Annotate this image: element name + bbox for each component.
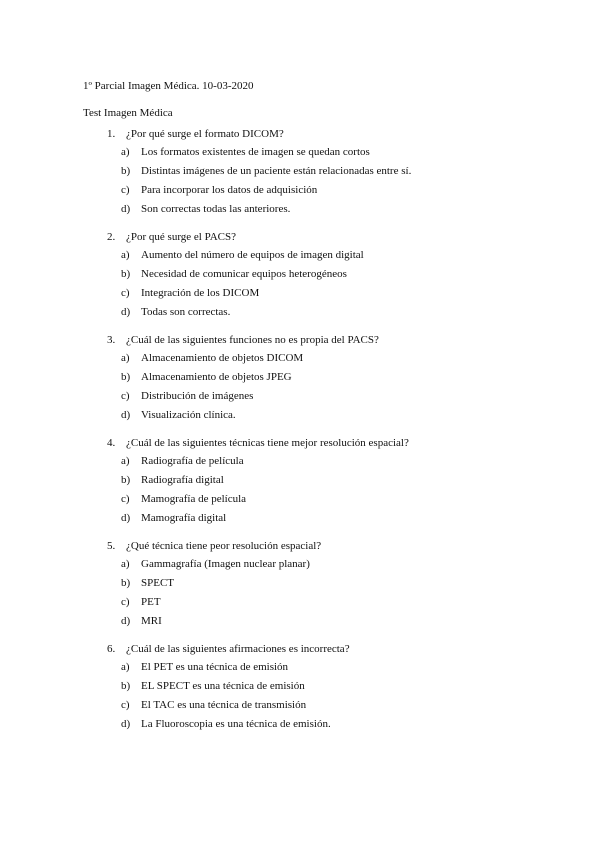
question-number: 3.: [107, 334, 116, 346]
answer-option: [0, 574, 600, 593]
option-text: Son correctas todas las anteriores.: [141, 203, 291, 215]
answer-option: [0, 303, 600, 322]
option-text: Necesidad de comunicar equipos heterogéneos: [141, 268, 347, 280]
answer-option: [0, 349, 600, 368]
answer-option: [0, 368, 600, 387]
option-letter: b): [121, 268, 131, 280]
option-text: Mamografía de película: [141, 493, 247, 505]
option-text: Para incorporar los datos de adquisición: [141, 184, 318, 196]
option-text: SPECT: [141, 577, 175, 589]
answer-option: [0, 555, 600, 574]
option-text: Almacenamiento de objetos JPEG: [141, 371, 292, 383]
question-4: [0, 435, 600, 528]
option-letter: a): [121, 249, 130, 261]
answer-option: [0, 715, 600, 734]
question-number: 2.: [107, 231, 116, 243]
option-text: Almacenamiento de objetos DICOM: [141, 352, 304, 364]
option-text: El TAC es una técnica de transmisión: [141, 699, 307, 711]
question-line: [0, 332, 600, 349]
answer-option: [0, 490, 600, 509]
question-number: 6.: [107, 643, 116, 655]
option-text: Todas son correctas.: [141, 306, 231, 318]
question-text: ¿Qué técnica tiene peor resolución espacial?: [126, 540, 322, 552]
question-line: [0, 641, 600, 658]
answer-option: [0, 509, 600, 528]
answer-option: [0, 406, 600, 425]
option-letter: b): [121, 474, 131, 486]
option-letter: d): [121, 615, 131, 627]
option-text: Radiografía de película: [141, 455, 244, 467]
question-2: [0, 229, 600, 322]
answer-option: [0, 181, 600, 200]
question-6: [0, 641, 600, 734]
answer-option: [0, 471, 600, 490]
question-1: [0, 126, 600, 219]
option-letter: c): [121, 493, 130, 505]
question-text: ¿Cuál de las siguientes afirmaciones es incorrecta?: [126, 643, 350, 655]
answer-option: [0, 593, 600, 612]
option-letter: c): [121, 184, 130, 196]
option-text: MRI: [141, 615, 162, 627]
option-letter: d): [121, 718, 131, 730]
option-letter: c): [121, 287, 130, 299]
option-text: Aumento del número de equipos de imagen digital: [141, 249, 364, 261]
option-letter: a): [121, 558, 130, 570]
answer-option: [0, 200, 600, 219]
question-text: ¿Cuál de las siguientes funciones no es propia del PACS?: [126, 334, 379, 346]
option-letter: a): [121, 661, 130, 673]
option-text: Visualización clínica.: [141, 409, 236, 421]
document-title: 1º Parcial Imagen Médica. 10-03-2020: [83, 80, 254, 92]
question-number: 1.: [107, 128, 116, 140]
option-text: El PET es una técnica de emisión: [141, 661, 289, 673]
option-text: Gammagrafía (Imagen nuclear planar): [141, 558, 310, 570]
option-letter: c): [121, 699, 130, 711]
question-list: [0, 126, 600, 744]
question-3: [0, 332, 600, 425]
question-line: [0, 229, 600, 246]
option-letter: d): [121, 203, 131, 215]
option-letter: d): [121, 306, 131, 318]
option-text: La Fluoroscopia es una técnica de emisión.: [141, 718, 331, 730]
question-line: [0, 538, 600, 555]
answer-option: [0, 284, 600, 303]
option-letter: c): [121, 390, 130, 402]
question-line: [0, 435, 600, 452]
answer-option: [0, 696, 600, 715]
answer-option: [0, 162, 600, 181]
question-text: ¿Por qué surge el formato DICOM?: [126, 128, 284, 140]
option-letter: b): [121, 165, 131, 177]
question-number: 4.: [107, 437, 116, 449]
option-letter: a): [121, 455, 130, 467]
answer-option: [0, 677, 600, 696]
option-letter: b): [121, 371, 131, 383]
question-text: ¿Por qué surge el PACS?: [126, 231, 236, 243]
question-number: 5.: [107, 540, 116, 552]
option-letter: d): [121, 409, 131, 421]
option-letter: b): [121, 577, 131, 589]
document-subtitle: Test Imagen Médica: [83, 107, 173, 119]
option-text: EL SPECT es una técnica de emisión: [141, 680, 305, 692]
question-line: [0, 126, 600, 143]
question-5: [0, 538, 600, 631]
option-text: Mamografía digital: [141, 512, 227, 524]
answer-option: [0, 143, 600, 162]
answer-option: [0, 265, 600, 284]
answer-option: [0, 658, 600, 677]
option-letter: d): [121, 512, 131, 524]
option-letter: a): [121, 352, 130, 364]
answer-option: [0, 387, 600, 406]
answer-option: [0, 452, 600, 471]
option-text: Integración de los DICOM: [141, 287, 260, 299]
question-text: ¿Cuál de las siguientes técnicas tiene mejor resolución espacial?: [126, 437, 409, 449]
option-text: Radiografía digital: [141, 474, 224, 486]
answer-option: [0, 612, 600, 631]
option-text: Distintas imágenes de un paciente están relacionadas entre sí.: [141, 165, 412, 177]
option-text: PET: [141, 596, 161, 608]
option-text: Distribución de imágenes: [141, 390, 254, 402]
option-letter: c): [121, 596, 130, 608]
option-letter: a): [121, 146, 130, 158]
answer-option: [0, 246, 600, 265]
option-letter: b): [121, 680, 131, 692]
option-text: Los formatos existentes de imagen se quedan cortos: [141, 146, 370, 158]
